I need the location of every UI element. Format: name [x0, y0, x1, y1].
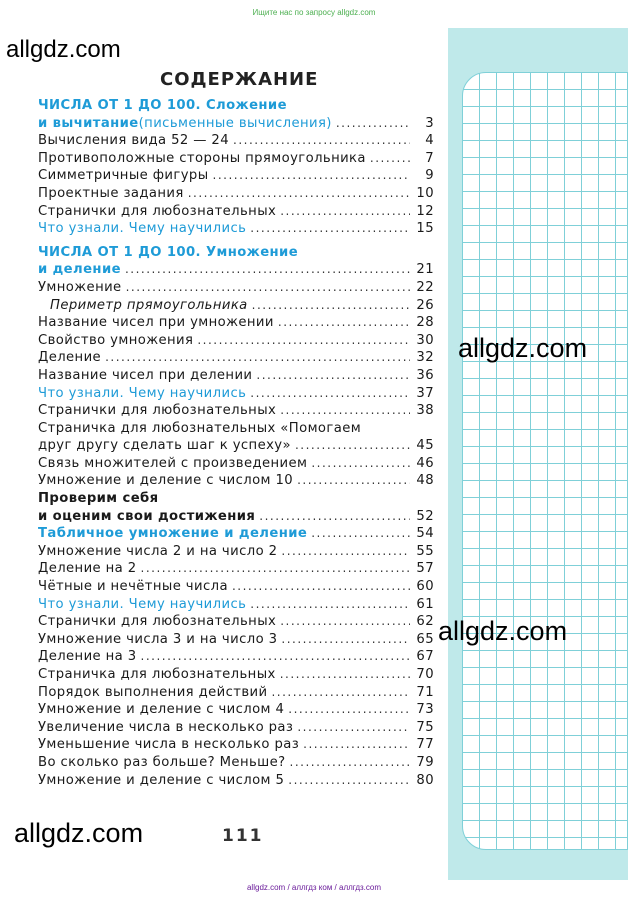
toc-leader-dots: [197, 333, 410, 347]
toc-entry[interactable]: [38, 544, 434, 562]
toc-page-number: 55: [416, 543, 434, 559]
toc-entry-title: и оценим свои достижения: [38, 508, 256, 524]
toc-leader-dots: [280, 614, 410, 628]
toc-entry-title: Вычисления вида 52 — 24: [38, 133, 229, 149]
watermark: allgdz.com: [458, 333, 588, 363]
toc-leader-dots: [278, 315, 410, 329]
toc-entry[interactable]: [38, 667, 434, 685]
toc-page-number: 30: [416, 332, 434, 348]
toc-page-number: 62: [416, 614, 434, 630]
toc-entry[interactable]: [38, 98, 434, 116]
toc-entry-title: Связь множителей с произведением: [38, 455, 308, 471]
toc-leader-dots: [188, 186, 410, 200]
toc-entry-title: Проверим себя: [38, 491, 159, 507]
toc-entry[interactable]: [38, 773, 434, 791]
toc-page-number: 73: [416, 702, 434, 718]
toc-entry-title: Умножение: [38, 279, 122, 295]
toc-entry-title: Умножение и деление с числом 5: [38, 772, 285, 788]
toc-leader-dots: [311, 456, 410, 470]
toc-page-number: 7: [425, 150, 434, 166]
toc-leader-dots: [311, 526, 410, 540]
toc-page-number: 48: [416, 473, 434, 489]
bottom-search-link[interactable]: allgdz.com / аллгдз ком / аллгдз.com: [246, 883, 382, 892]
toc-entry-title: Что узнали. Чему научились: [38, 385, 247, 401]
toc-entry-title: Периметр прямоугольника: [50, 297, 248, 313]
toc-entry-title: Что узнали. Чему научились: [38, 221, 247, 237]
toc-leader-dots: [290, 755, 410, 769]
toc-leader-dots: [250, 386, 410, 400]
toc-entry[interactable]: [38, 262, 434, 280]
toc-leader-dots: [288, 773, 410, 787]
toc-entry[interactable]: [38, 597, 434, 615]
toc-leader-dots: [280, 403, 410, 417]
toc-page-number: 15: [416, 221, 434, 237]
toc-entry[interactable]: [38, 133, 434, 151]
toc-page-number: 12: [416, 203, 434, 219]
toc-entry[interactable]: [38, 403, 434, 421]
toc-entry[interactable]: [38, 168, 434, 186]
toc-entry-title: Симметричные фигуры: [38, 168, 209, 184]
toc-page-number: 77: [416, 737, 434, 753]
toc-entry-title: Проектные задания: [38, 185, 184, 201]
toc-leader-dots: [297, 720, 410, 734]
toc-page-number: 45: [416, 438, 434, 454]
toc-entry[interactable]: [38, 456, 434, 474]
toc-entry-subtitle: (письменные вычисления): [138, 115, 332, 131]
watermark: allgdz.com: [14, 818, 144, 848]
toc-leader-dots: [256, 368, 410, 382]
toc-entry-title: Умножение и деление с числом 10: [38, 473, 294, 489]
toc-leader-dots: [281, 544, 410, 558]
toc-entry[interactable]: [38, 579, 434, 597]
toc-page-number: 37: [416, 385, 434, 401]
toc-entry-title: Страничка для любознательных «Помогаем: [38, 420, 362, 436]
table-of-contents: [38, 98, 434, 790]
toc-leader-dots: [232, 579, 410, 593]
toc-leader-dots: [295, 438, 410, 452]
top-search-link[interactable]: Ищите нас по запросу allgdz.com: [252, 8, 376, 17]
toc-page-number: 70: [416, 667, 434, 682]
toc-entry[interactable]: [38, 491, 434, 509]
toc-page-number: 38: [416, 403, 434, 419]
toc-entry[interactable]: [38, 186, 434, 204]
toc-leader-dots: [271, 685, 410, 699]
toc-page-number: 21: [416, 262, 434, 278]
toc-entry[interactable]: [38, 526, 434, 544]
toc-leader-dots: [141, 649, 410, 663]
toc-entry[interactable]: [38, 333, 434, 351]
toc-entry[interactable]: [38, 315, 434, 333]
toc-entry[interactable]: [38, 221, 434, 239]
toc-leader-dots: [233, 133, 410, 147]
watermark: allgdz.com: [6, 36, 121, 63]
toc-leader-dots: [105, 350, 410, 364]
toc-entry-title: друг другу сделать шаг к успеху»: [38, 438, 291, 454]
toc-leader-dots: [280, 667, 410, 681]
toc-entry-title: Уменьшение числа в несколько раз: [38, 737, 300, 753]
toc-entry-title: Табличное умножение и деление: [38, 526, 308, 542]
toc-entry[interactable]: [38, 438, 434, 456]
toc-page-number: 22: [416, 279, 434, 295]
toc-entry-title: ЧИСЛА ОТ 1 ДО 100. Умножение: [38, 244, 299, 260]
toc-entry-title: Свойство умножения: [38, 332, 194, 348]
toc-entry[interactable]: [38, 204, 434, 222]
toc-entry-title: Противоположные стороны прямоугольника: [38, 150, 366, 166]
toc-entry[interactable]: [38, 116, 434, 134]
toc-entry[interactable]: [38, 298, 434, 316]
toc-page-number: 9: [425, 168, 434, 184]
toc-page-number: 61: [416, 596, 434, 612]
toc-entry-title: Порядок выполнения действий: [38, 684, 268, 700]
toc-entry-title: Чётные и нечётные числа: [38, 579, 228, 595]
toc-entry-title: Деление: [38, 350, 102, 366]
toc-leader-dots: [280, 204, 410, 218]
page-title: СОДЕРЖАНИЕ: [160, 69, 319, 90]
toc-entry-title: Странички для любознательных: [38, 403, 277, 419]
toc-entry-title: Деление на 2: [38, 561, 137, 577]
toc-leader-dots: [259, 509, 410, 523]
toc-page-number: 26: [416, 297, 434, 313]
toc-entry-title: Название чисел при умножении: [38, 315, 274, 331]
toc-entry-title: Странички для любознательных: [38, 203, 277, 219]
toc-leader-dots: [141, 561, 410, 575]
toc-entry-title: Умножение числа 3 и на число 3: [38, 631, 278, 647]
toc-page-number: 3: [425, 115, 434, 131]
toc-entry-title: Страничка для любознательных: [38, 667, 276, 682]
toc-page-number: 10: [416, 185, 434, 201]
toc-leader-dots: [125, 262, 410, 276]
toc-entry[interactable]: [38, 561, 434, 579]
toc-leader-dots: [303, 737, 410, 751]
toc-entry[interactable]: [38, 350, 434, 368]
toc-entry-title: ЧИСЛА ОТ 1 ДО 100. Сложение: [38, 98, 287, 113]
toc-entry-title: Во сколько раз больше? Меньше?: [38, 754, 286, 770]
toc-entry[interactable]: [38, 755, 434, 773]
toc-entry[interactable]: [38, 421, 434, 439]
toc-entry[interactable]: [38, 685, 434, 703]
toc-leader-dots: [252, 298, 410, 312]
toc-entry-title: Странички для любознательных: [38, 614, 277, 630]
toc-entry-title: Увеличение числа в несколько раз: [38, 719, 294, 735]
toc-entry[interactable]: [38, 386, 434, 404]
toc-page-number: 79: [416, 754, 434, 770]
toc-entry[interactable]: [38, 509, 434, 527]
toc-leader-dots: [281, 632, 410, 646]
toc-page-number: 80: [416, 772, 434, 788]
toc-entry[interactable]: [38, 473, 434, 491]
toc-leader-dots: [126, 280, 410, 294]
page-number: 111: [222, 826, 264, 846]
toc-page-number: 54: [416, 526, 434, 542]
toc-page-number: 67: [416, 649, 434, 665]
toc-page-number: 57: [416, 561, 434, 577]
toc-leader-dots: [336, 116, 410, 130]
toc-page-number: 32: [416, 350, 434, 366]
toc-page-number: 75: [416, 719, 434, 735]
toc-entry[interactable]: [38, 151, 434, 169]
toc-page-number: 71: [416, 684, 434, 700]
toc-leader-dots: [250, 597, 410, 611]
toc-entry-title: Название чисел при делении: [38, 367, 253, 383]
toc-entry-title: Что узнали. Чему научились: [38, 596, 247, 612]
grid-paper: [462, 72, 628, 850]
toc-page-number: 4: [425, 133, 434, 149]
toc-entry-title: и деление: [38, 262, 121, 278]
toc-entry-title: Умножение числа 2 и на число 2: [38, 543, 278, 559]
toc-entry[interactable]: [38, 614, 434, 632]
toc-entry[interactable]: [38, 702, 434, 720]
toc-page-number: 28: [416, 315, 434, 331]
toc-entry[interactable]: [38, 368, 434, 386]
toc-entry[interactable]: [38, 245, 434, 263]
toc-leader-dots: [288, 702, 410, 716]
toc-page-number: 60: [416, 579, 434, 595]
toc-leader-dots: [370, 151, 410, 165]
toc-entry[interactable]: [38, 649, 434, 667]
toc-leader-dots: [250, 221, 410, 235]
toc-entry-title: и вычитание: [38, 115, 139, 131]
watermark: allgdz.com: [438, 616, 568, 646]
toc-entry-title: Умножение и деление с числом 4: [38, 702, 285, 718]
toc-page-number: 65: [416, 631, 434, 647]
toc-entry[interactable]: [38, 632, 434, 650]
toc-page-number: 46: [416, 455, 434, 471]
toc-page-number: 52: [416, 508, 434, 524]
toc-entry[interactable]: [38, 280, 434, 298]
toc-entry[interactable]: [38, 737, 434, 755]
toc-entry[interactable]: [38, 720, 434, 738]
toc-leader-dots: [297, 473, 410, 487]
toc-entry-title: Деление на 3: [38, 649, 137, 665]
toc-leader-dots: [213, 168, 410, 182]
toc-page-number: 36: [416, 367, 434, 383]
